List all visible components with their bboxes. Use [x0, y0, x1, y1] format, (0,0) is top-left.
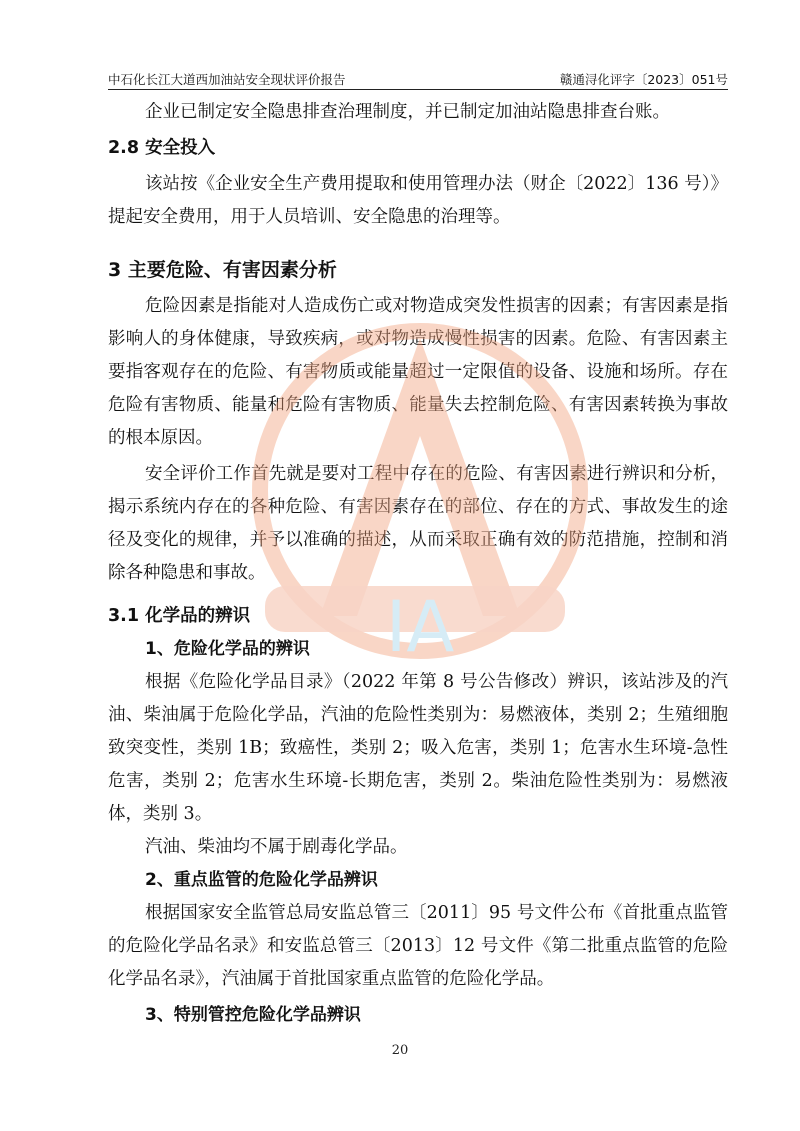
subheading-hazardous-chemicals: 1、危险化学品的辨识 [145, 639, 310, 659]
paragraph-hidden-danger-ledger: 企业已制定安全隐患排查治理制度，并已制定加油站隐患排查台账。 [145, 102, 670, 122]
subheading-key-supervised-chemicals: 2、重点监管的危险化学品辨识 [145, 870, 378, 890]
heading-3-1-chemical-identification: 3.1 化学品的辨识 [108, 606, 251, 626]
paragraph-chemical-catalogue: 根据《危险化学品目录》（2022 年第 8 号公告修改）辨识，该站涉及的汽油、柴油属于危险化学品，汽油的危险性类别为：易燃液体，类别 2；生殖细胞致突变性，类别 1B；致癌性，类别 2；吸入危害，类别 1；危害水生环境-急性危害，类别 2；危害水生环境-长期危害，类别 2。柴油危险性类别为：易燃液体，类别 3。 [108, 672, 728, 824]
header-report-number: 赣通浔化评字〔2023〕051号 [559, 72, 728, 87]
page-number: 20 [391, 1043, 409, 1058]
page-header [108, 68, 728, 88]
header-report-title: 中石化长江大道西加油站安全现状评价报告 [108, 72, 346, 87]
watermark-center-text: IA [385, 586, 455, 668]
paragraph-not-highly-toxic: 汽油、柴油均不属于剧毒化学品。 [145, 837, 408, 857]
header-divider [108, 89, 728, 90]
subheading-special-control-chemicals: 3、特别管控危险化学品辨识 [145, 1005, 361, 1025]
paragraph-hazard-definition: 危险因素是指能对人造成伤亡或对物造成突发性损害的因素；有害因素是指影响人的身体健康，导致疾病，或对物造成慢性损害的因素。危险、有害因素主要指客观存在的危险、有害物质或能量超过一定限值的设备、设施和场所。存在危险有害物质、能量和危险有害物质、能量失去控制危险、有害因素转换为事故的根本原因。 [108, 296, 728, 448]
heading-3-hazard-analysis: 3 主要危险、有害因素分析 [108, 259, 337, 281]
document-body [108, 96, 728, 1032]
heading-2-8-safety-investment: 2.8 安全投入 [108, 138, 216, 158]
paragraph-key-supervision-list: 根据国家安全监管总局安监总管三〔2011〕95 号文件公布《首批重点监管的危险化学品名录》和安监总管三〔2013〕12 号文件《第二批重点监管的危险化学品名录》，汽油属于首批国家重点监管的危险化学品。 [108, 903, 728, 989]
paragraph-safety-cost: 该站按《企业安全生产费用提取和使用管理办法（财企〔2022〕136 号）》提起安全费用，用于人员培训、安全隐患的治理等。 [108, 174, 728, 227]
paragraph-evaluation-work: 安全评价工作首先就是要对工程中存在的危险、有害因素进行辨识和分析，揭示系统内存在的各种危险、有害因素存在的部位、存在的方式、事故发生的途径及变化的规律，并予以准确的描述，从而采取正确有效的防范措施，控制和消除各种隐患和事故。 [108, 464, 728, 583]
